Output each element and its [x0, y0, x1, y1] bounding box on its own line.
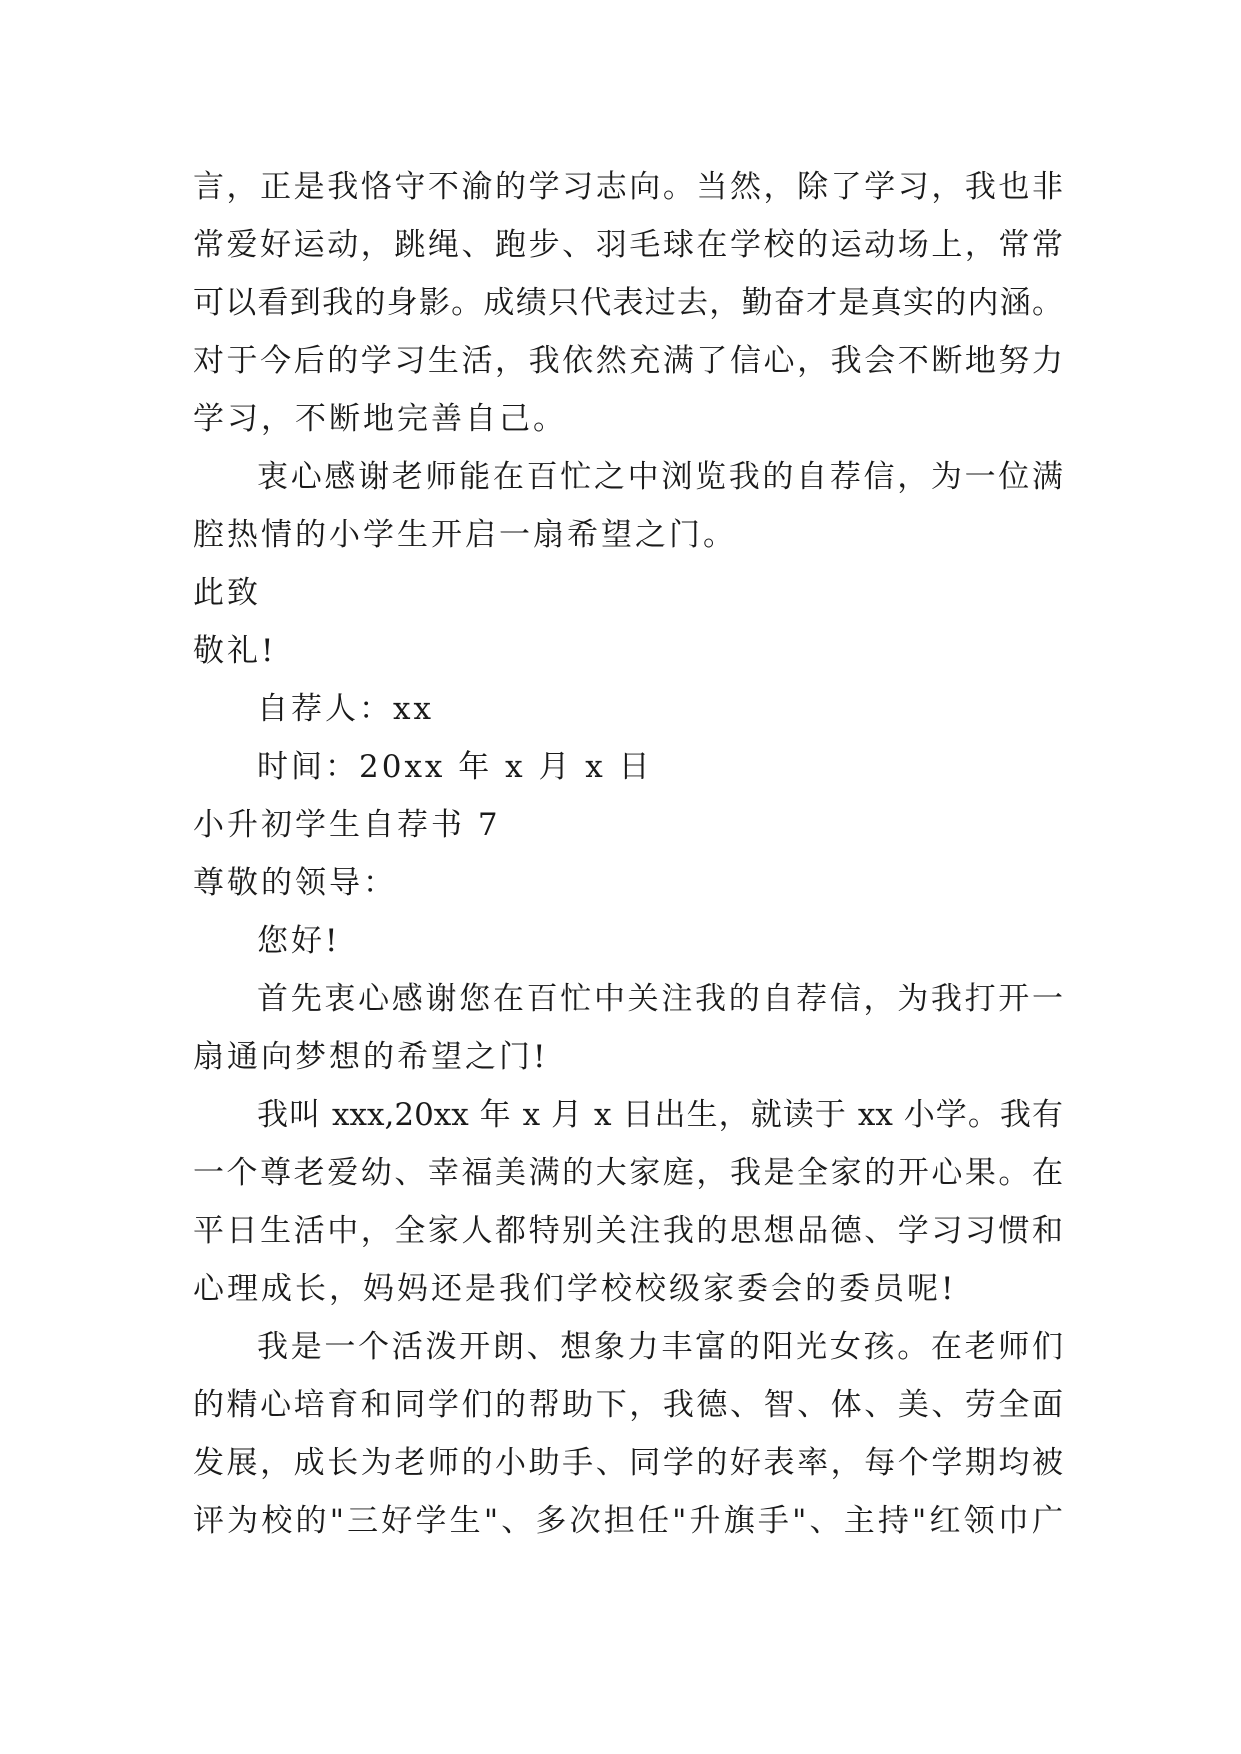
text-line: 扇通向梦想的希望之门! [193, 1039, 549, 1075]
greeting: 您好! [257, 923, 341, 959]
text-line: 学习，不断地完善自己。 [193, 401, 567, 437]
text-line: 自荐人：xx [257, 691, 434, 727]
text-line: 我叫 xxx,20xx 年 x 月 x 日出生，就读于 xx 小学。我有 [257, 1097, 1063, 1133]
text-line: 心理成长，妈妈还是我们学校校级家委会的委员呢! [193, 1271, 957, 1307]
text-line: 对于今后的学习生活，我依然充满了信心，我会不断地努力 [193, 343, 1063, 379]
text-line: 时间：20xx 年 x 月 x 日 [257, 749, 653, 785]
text-line: 此致 [193, 575, 261, 611]
text-line: 可以看到我的身影。成绩只代表过去，勤奋才是真实的内涵。 [193, 285, 1063, 321]
text-line: 言，正是我恪守不渝的学习志向。当然，除了学习，我也非 [193, 169, 1063, 205]
text-line: 平日生活中，全家人都特别关注我的思想品德、学习习惯和 [193, 1213, 1063, 1249]
text-line: 首先衷心感谢您在百忙中关注我的自荐信，为我打开一 [257, 981, 1063, 1017]
text-line: 常爱好运动，跳绳、跑步、羽毛球在学校的运动场上，常常 [193, 227, 1063, 263]
text-line: 发展，成长为老师的小助手、同学的好表率，每个学期均被 [193, 1445, 1063, 1481]
text-line: 的精心培育和同学们的帮助下，我德、智、体、美、劳全面 [193, 1387, 1063, 1423]
text-line: 一个尊老爱幼、幸福美满的大家庭，我是全家的开心果。在 [193, 1155, 1063, 1191]
salutation: 尊敬的领导： [193, 865, 397, 901]
text-line: 腔热情的小学生开启一扇希望之门。 [193, 517, 737, 553]
text-line: 评为校的"三好学生"、多次担任"升旗手"、主持"红领巾广 [193, 1503, 1063, 1539]
text-line: 敬礼! [193, 633, 277, 669]
text-line: 衷心感谢老师能在百忙之中浏览我的自荐信，为一位满 [257, 459, 1063, 495]
section-title: 小升初学生自荐书 7 [193, 807, 501, 843]
text-line: 我是一个活泼开朗、想象力丰富的阳光女孩。在老师们 [257, 1329, 1063, 1365]
